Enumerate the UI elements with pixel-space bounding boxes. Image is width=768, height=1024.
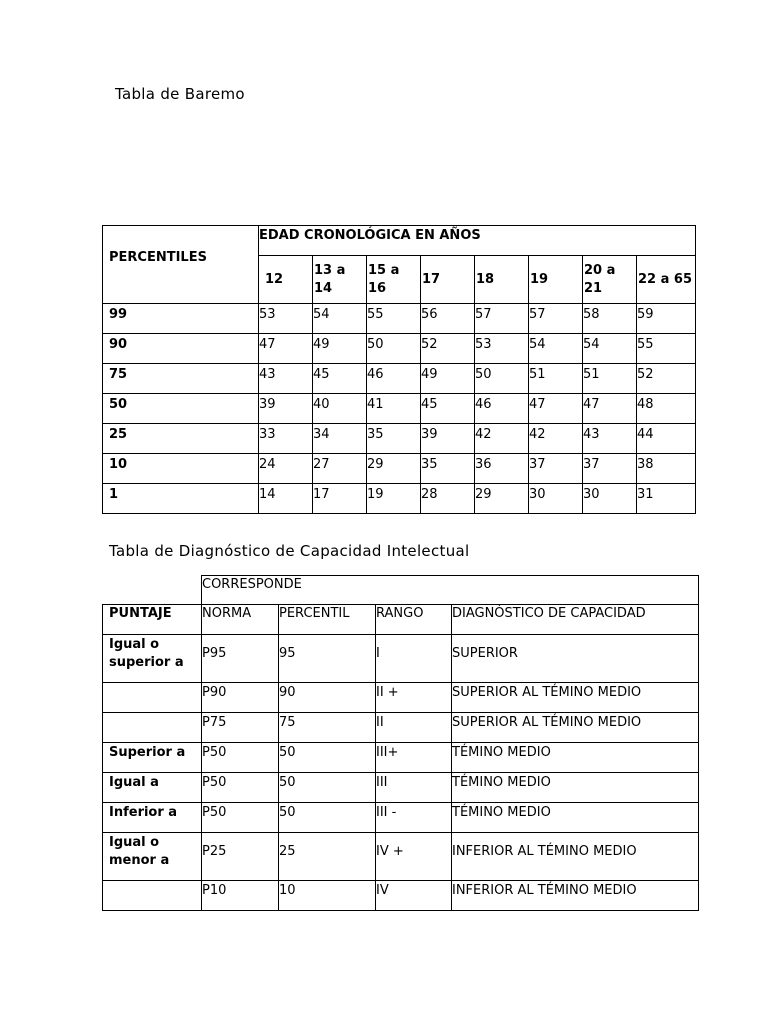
score-cell: 48 (637, 394, 696, 424)
diagnostico-header: DIAGNÓSTICO DE CAPACIDAD (452, 605, 699, 635)
percentiles-header: PERCENTILES (103, 226, 259, 304)
percentile-cell: 1 (103, 484, 259, 514)
norma-cell: P50 (202, 743, 279, 773)
percentil-cell: 75 (279, 713, 376, 743)
diagnostico-cell: SUPERIOR AL TÉMINO MEDIO (452, 683, 699, 713)
norma-cell: P25 (202, 833, 279, 881)
edad-header: EDAD CRONOLÓGICA EN AÑOS (259, 226, 696, 256)
score-cell: 46 (367, 364, 421, 394)
score-cell: 50 (475, 364, 529, 394)
score-cell: 55 (637, 334, 696, 364)
rango-cell: II (376, 713, 452, 743)
score-cell: 41 (367, 394, 421, 424)
score-cell: 54 (583, 334, 637, 364)
score-cell: 57 (529, 304, 583, 334)
score-cell: 14 (259, 484, 313, 514)
age-header: 17 (421, 256, 475, 304)
score-cell: 37 (583, 454, 637, 484)
score-cell: 53 (475, 334, 529, 364)
score-cell: 33 (259, 424, 313, 454)
score-cell: 49 (313, 334, 367, 364)
rango-cell: III (376, 773, 452, 803)
age-header: 12 (259, 256, 313, 304)
score-cell: 51 (583, 364, 637, 394)
percentil-cell: 50 (279, 773, 376, 803)
age-header: 19 (529, 256, 583, 304)
score-cell: 46 (475, 394, 529, 424)
score-cell: 52 (637, 364, 696, 394)
table-row (103, 394, 696, 424)
score-cell: 44 (637, 424, 696, 454)
percentile-cell: 25 (103, 424, 259, 454)
table-row (103, 334, 696, 364)
score-cell: 31 (637, 484, 696, 514)
score-cell: 30 (529, 484, 583, 514)
norma-cell: P50 (202, 803, 279, 833)
percentil-cell: 95 (279, 635, 376, 683)
table-row (103, 803, 699, 833)
score-cell: 38 (637, 454, 696, 484)
score-cell: 55 (367, 304, 421, 334)
score-cell: 43 (259, 364, 313, 394)
score-cell: 30 (583, 484, 637, 514)
score-cell: 17 (313, 484, 367, 514)
diagnostico-table (102, 575, 699, 911)
puntaje-cell (103, 881, 202, 911)
score-cell: 36 (475, 454, 529, 484)
puntaje-header: PUNTAJE (103, 605, 202, 635)
puntaje-cell: Superior a (103, 743, 202, 773)
score-cell: 42 (529, 424, 583, 454)
puntaje-cell: Inferior a (103, 803, 202, 833)
norma-cell: P90 (202, 683, 279, 713)
score-cell: 42 (475, 424, 529, 454)
age-header: 18 (475, 256, 529, 304)
percentil-cell: 50 (279, 803, 376, 833)
rango-cell: I (376, 635, 452, 683)
diagnostico-cell: TÉMINO MEDIO (452, 803, 699, 833)
corresponde-header: CORRESPONDE (202, 576, 699, 605)
score-cell: 52 (421, 334, 475, 364)
table-row (103, 304, 696, 334)
diagnostico-body (103, 635, 699, 911)
puntaje-cell: Igual o superior a (103, 635, 202, 683)
score-cell: 58 (583, 304, 637, 334)
diagnostico-cell: INFERIOR AL TÉMINO MEDIO (452, 881, 699, 911)
score-cell: 29 (367, 454, 421, 484)
norma-cell: P10 (202, 881, 279, 911)
age-header: 13 a 14 (313, 256, 367, 304)
age-header: 20 a 21 (583, 256, 637, 304)
percentile-cell: 50 (103, 394, 259, 424)
table-row (103, 635, 699, 683)
table-row (103, 713, 699, 743)
score-cell: 54 (313, 304, 367, 334)
diagnostico-cell: SUPERIOR AL TÉMINO MEDIO (452, 713, 699, 743)
table-row (103, 773, 699, 803)
score-cell: 34 (313, 424, 367, 454)
score-cell: 47 (583, 394, 637, 424)
score-cell: 56 (421, 304, 475, 334)
puntaje-cell: Igual o menor a (103, 833, 202, 881)
table-row (103, 881, 699, 911)
norma-cell: P95 (202, 635, 279, 683)
percentile-cell: 75 (103, 364, 259, 394)
table-row (103, 484, 696, 514)
baremo-title: Tabla de Baremo (115, 85, 245, 103)
score-cell: 28 (421, 484, 475, 514)
diagnostico-cell: TÉMINO MEDIO (452, 743, 699, 773)
score-cell: 54 (529, 334, 583, 364)
rango-cell: III+ (376, 743, 452, 773)
table-row (103, 364, 696, 394)
score-cell: 47 (529, 394, 583, 424)
rango-cell: IV (376, 881, 452, 911)
percentil-cell: 10 (279, 881, 376, 911)
diagnostico-title: Tabla de Diagnóstico de Capacidad Intelectual (109, 542, 470, 560)
rango-cell: III - (376, 803, 452, 833)
score-cell: 35 (421, 454, 475, 484)
rango-cell: II + (376, 683, 452, 713)
score-cell: 27 (313, 454, 367, 484)
baremo-body (103, 304, 696, 514)
percentil-header: PERCENTIL (279, 605, 376, 635)
norma-cell: P50 (202, 773, 279, 803)
rango-header: RANGO (376, 605, 452, 635)
score-cell: 39 (259, 394, 313, 424)
score-cell: 45 (421, 394, 475, 424)
puntaje-cell (103, 683, 202, 713)
table-row (103, 424, 696, 454)
age-header: 22 a 65 (637, 256, 696, 304)
score-cell: 24 (259, 454, 313, 484)
percentil-cell: 25 (279, 833, 376, 881)
score-cell: 59 (637, 304, 696, 334)
percentile-cell: 10 (103, 454, 259, 484)
baremo-table (102, 225, 696, 514)
table-row (103, 743, 699, 773)
score-cell: 37 (529, 454, 583, 484)
score-cell: 57 (475, 304, 529, 334)
percentile-cell: 90 (103, 334, 259, 364)
norma-header: NORMA (202, 605, 279, 635)
score-cell: 40 (313, 394, 367, 424)
norma-cell: P75 (202, 713, 279, 743)
table-row (103, 683, 699, 713)
blank-corner-cell (103, 576, 202, 605)
age-header: 15 a 16 (367, 256, 421, 304)
score-cell: 29 (475, 484, 529, 514)
score-cell: 50 (367, 334, 421, 364)
diagnostico-cell: INFERIOR AL TÉMINO MEDIO (452, 833, 699, 881)
diagnostico-cell: SUPERIOR (452, 635, 699, 683)
score-cell: 53 (259, 304, 313, 334)
puntaje-cell (103, 713, 202, 743)
score-cell: 43 (583, 424, 637, 454)
score-cell: 45 (313, 364, 367, 394)
score-cell: 49 (421, 364, 475, 394)
table-row (103, 454, 696, 484)
score-cell: 51 (529, 364, 583, 394)
percentile-cell: 99 (103, 304, 259, 334)
puntaje-cell: Igual a (103, 773, 202, 803)
diagnostico-cell: TÉMINO MEDIO (452, 773, 699, 803)
percentil-cell: 90 (279, 683, 376, 713)
score-cell: 39 (421, 424, 475, 454)
score-cell: 35 (367, 424, 421, 454)
rango-cell: IV + (376, 833, 452, 881)
percentil-cell: 50 (279, 743, 376, 773)
score-cell: 19 (367, 484, 421, 514)
score-cell: 47 (259, 334, 313, 364)
table-row (103, 833, 699, 881)
